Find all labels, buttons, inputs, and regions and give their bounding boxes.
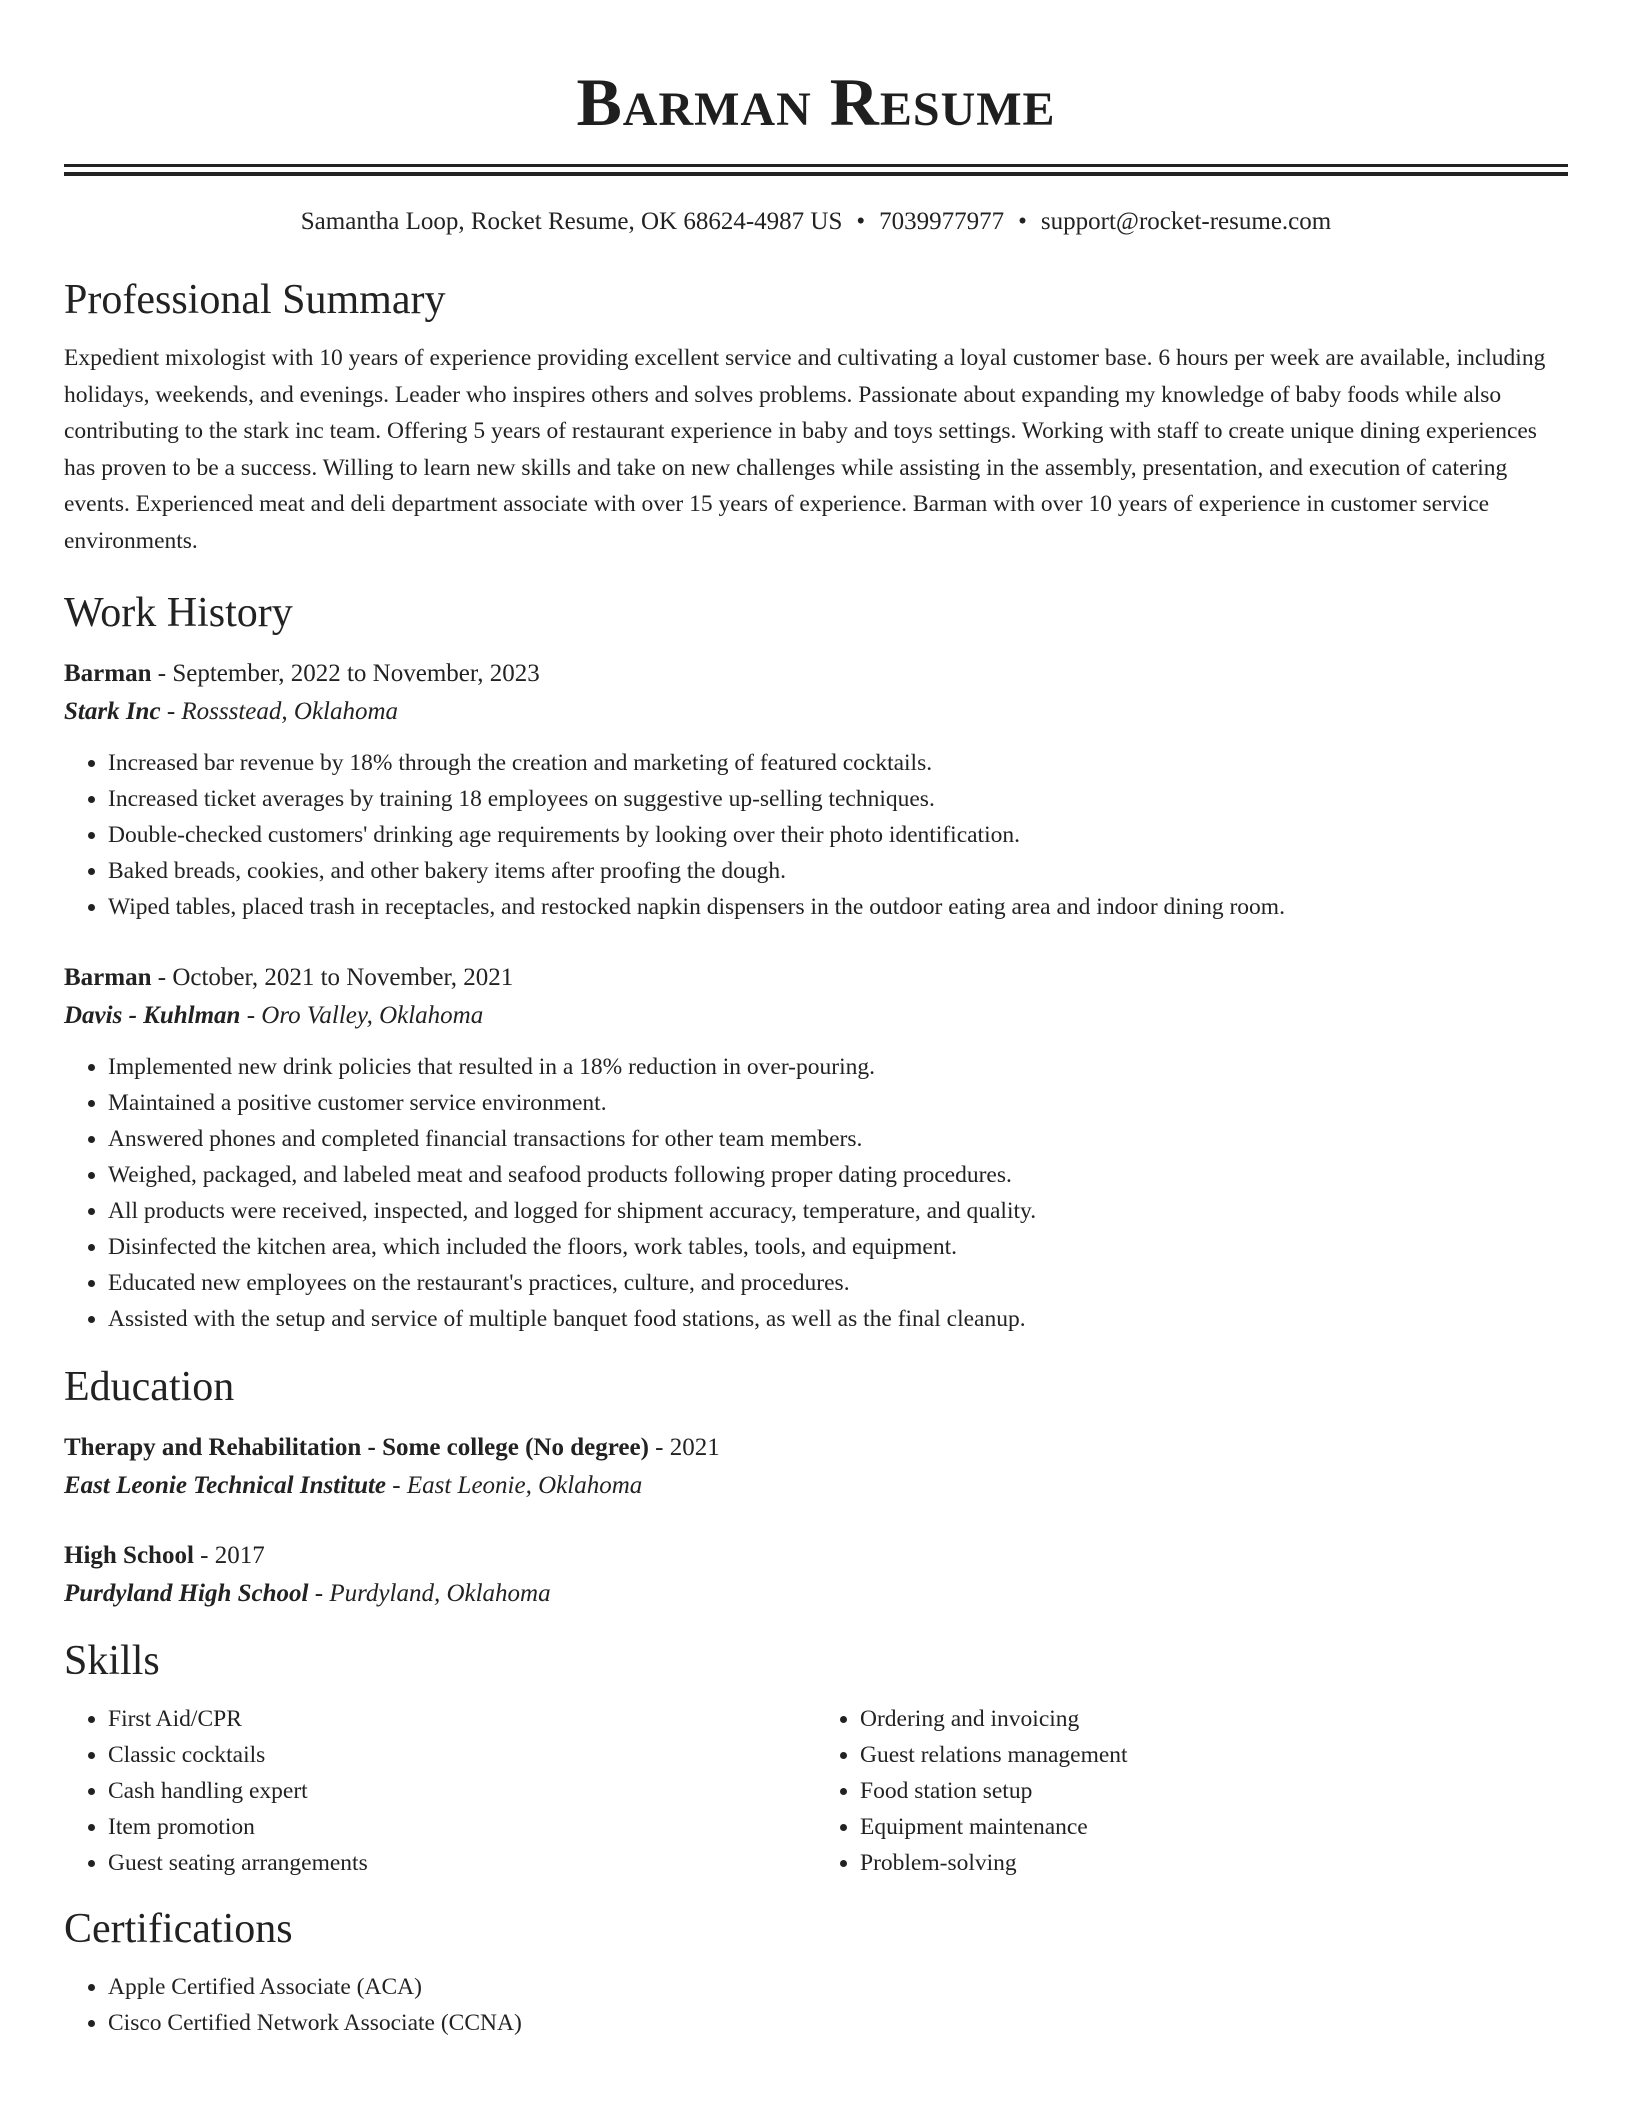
contact-address: Samantha Loop, Rocket Resume, OK 68624-4987 US	[300, 208, 843, 235]
contact-line	[64, 204, 1568, 240]
contact-separator: •	[1018, 208, 1027, 235]
skills-heading: Skills	[64, 1638, 160, 1684]
list-item: • Disinfected the kitchen area, which included the floors, work tables, tools, and equipment.	[108, 1229, 1568, 1265]
list-item: • First Aid/CPR	[108, 1701, 816, 1737]
list-item: • Food station setup	[860, 1773, 1568, 1809]
list-item: • Cash handling expert	[108, 1773, 816, 1809]
job-role: Barman	[64, 964, 152, 991]
list-item: • Ordering and invoicing	[860, 1701, 1568, 1737]
work-history-heading: Work History	[64, 590, 293, 636]
education-school: East Leonie Technical Institute	[64, 1472, 387, 1499]
job-header	[64, 655, 1568, 693]
education-school-line	[64, 1467, 1568, 1505]
list-item: • Baked breads, cookies, and other bakery items after proofing the dough.	[108, 853, 1568, 889]
education-header	[64, 1429, 1568, 1467]
certifications-list	[64, 1969, 1568, 2041]
list-item: • Classic cocktails	[108, 1737, 816, 1773]
summary-text: Expedient mixologist with 10 years of experience providing excellent service and cultivating a loyal customer base. 6 hours per week are available, including holidays, weekends, and evenings. Leader who inspires others and solves problems. Passionate about expanding my knowledge of baby foods while also contributing to the stark inc team. Offering 5 years of restaurant experience in baby and toys settings. Working with staff to create unique dining experiences has proven to be a success. Willing to learn new skills and take on new challenges while assisting in the assembly, presentation, and execution of catering events. Experienced meat and deli department associate with over 15 years of experience. Barman with over 10 years of experience in customer service environments.	[64, 345, 1546, 554]
job-location: - Rossstead, Oklahoma	[160, 698, 399, 725]
list-item: • Increased ticket averages by training 18 employees on suggestive up-selling techniques.	[108, 781, 1568, 817]
certifications-heading: Certifications	[64, 1906, 293, 1952]
list-item: • Equipment maintenance	[860, 1809, 1568, 1845]
skills-list-right	[816, 1701, 1568, 1881]
list-item: • Guest seating arrangements	[108, 1845, 816, 1881]
title-divider	[64, 164, 1568, 176]
skills-list-left	[64, 1701, 816, 1881]
list-item: • Apple Certified Associate (ACA)	[108, 1969, 1568, 2005]
contact-separator: •	[856, 208, 866, 235]
list-item: • Double-checked customers' drinking age requirements by looking over their photo identification.	[108, 817, 1568, 853]
education-entry	[64, 1429, 1568, 1505]
list-item: • Guest relations management	[860, 1737, 1568, 1773]
job-entry	[64, 959, 1568, 1337]
education-year: - 2017	[193, 1542, 265, 1569]
list-item: • Problem-solving	[860, 1845, 1568, 1881]
list-item: • Item promotion	[108, 1809, 816, 1845]
list-item: • Increased bar revenue by 18% through the creation and marketing of featured cocktails.	[108, 745, 1568, 781]
education-year: - 2021	[648, 1434, 720, 1461]
contact-phone: 7039977977	[879, 208, 1005, 235]
list-item: • Wiped tables, placed trash in receptacles, and restocked napkin dispensers in the outdoor eating area and indoor dining room.	[108, 889, 1568, 925]
education-degree: High School	[64, 1542, 194, 1569]
skills-columns	[64, 1701, 1568, 1881]
job-bullets	[64, 745, 1568, 925]
resume-title: Barman Resume	[576, 64, 1056, 140]
education-location: - Purdyland, Oklahoma	[308, 1580, 551, 1607]
contact-email: support@rocket-resume.com	[1040, 208, 1332, 235]
job-role: Barman	[64, 660, 152, 687]
list-item: • Assisted with the setup and service of multiple banquet food stations, as well as the final cleanup.	[108, 1301, 1568, 1337]
job-location: - Oro Valley, Oklahoma	[240, 1002, 484, 1029]
education-location: - East Leonie, Oklahoma	[386, 1472, 643, 1499]
list-item: • Cisco Certified Network Associate (CCNA)	[108, 2005, 1568, 2041]
education-degree: Therapy and Rehabilitation - Some college (No degree)	[64, 1434, 649, 1461]
list-item: • Educated new employees on the restaurant's practices, culture, and procedures.	[108, 1265, 1568, 1301]
list-item: • All products were received, inspected, and logged for shipment accuracy, temperature, and quality.	[108, 1193, 1568, 1229]
education-entry	[64, 1537, 1568, 1613]
education-school: Purdyland High School	[64, 1580, 309, 1607]
summary-heading: Professional Summary	[64, 277, 446, 323]
job-dates: - September, 2022 to November, 2023	[151, 660, 540, 687]
list-item: • Maintained a positive customer service environment.	[108, 1085, 1568, 1121]
job-company-line	[64, 997, 1568, 1035]
education-header	[64, 1537, 1568, 1575]
job-company-line	[64, 693, 1568, 731]
job-company: Davis - Kuhlman	[64, 1002, 241, 1029]
job-header	[64, 959, 1568, 997]
job-dates: - October, 2021 to November, 2021	[151, 964, 514, 991]
list-item: • Answered phones and completed financial transactions for other team members.	[108, 1121, 1568, 1157]
job-bullets	[64, 1049, 1568, 1337]
job-entry	[64, 655, 1568, 925]
list-item: • Weighed, packaged, and labeled meat and seafood products following proper dating procedures.	[108, 1157, 1568, 1193]
list-item: • Implemented new drink policies that resulted in a 18% reduction in over-pouring.	[108, 1049, 1568, 1085]
education-heading: Education	[64, 1364, 235, 1410]
job-company: Stark Inc	[64, 698, 161, 725]
education-school-line	[64, 1575, 1568, 1613]
